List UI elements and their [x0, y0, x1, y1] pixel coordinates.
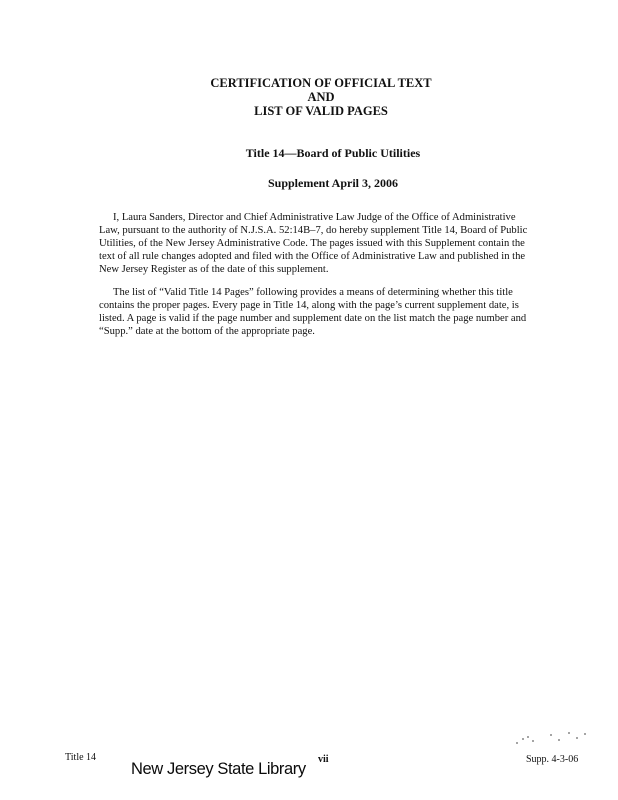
page-number: vii — [318, 754, 329, 765]
header-line-1: CERTIFICATION OF OFFICIAL TEXT — [210, 76, 432, 90]
library-watermark: New Jersey State Library — [131, 760, 306, 778]
header-line-3: LIST OF VALID PAGES — [254, 104, 388, 118]
certification-header — [0, 76, 618, 118]
paragraph-1-line: I, Laura Sanders, Director and Chief Administrative Law Judge of the Office of Administrative — [113, 212, 516, 223]
paragraph-1-line: Law, pursuant to the authority of N.J.S.A. 52:14B–7, do hereby supplement Title 14, Board of Public — [99, 225, 528, 236]
footer-title: Title 14 — [65, 752, 97, 763]
paragraph-1-line: text of all rule changes adopted and filed with the Office of Administrative Law and published in the — [99, 251, 526, 262]
paragraph-2-line: The list of “Valid Title 14 Pages” following provides a means of determining whether this title — [113, 287, 513, 298]
supplement-date: Supplement April 3, 2006 — [267, 176, 399, 190]
footer-supplement-date: Supp. 4-3-06 — [526, 754, 579, 765]
faint-stamp-marks — [510, 728, 594, 754]
document-title: Title 14—Board of Public Utilities — [245, 146, 421, 160]
paragraph-1-line: New Jersey Register as of the date of this supplement. — [99, 264, 329, 275]
paragraph-2-line: contains the proper pages. Every page in Title 14, along with the page’s current supplement date, is — [99, 300, 519, 311]
paragraph-valid-pages — [99, 286, 535, 338]
header-line-2: AND — [307, 90, 335, 104]
paragraph-2-line: listed. A page is valid if the page number and supplement date on the list match the page number and — [99, 313, 527, 324]
paragraph-1-line: Utilities, of the New Jersey Administrative Code. The pages issued with this Supplement contain the — [99, 238, 525, 249]
paragraph-certification — [99, 211, 535, 276]
paragraph-2-line: “Supp.” date at the bottom of the appropriate page. — [99, 326, 315, 337]
